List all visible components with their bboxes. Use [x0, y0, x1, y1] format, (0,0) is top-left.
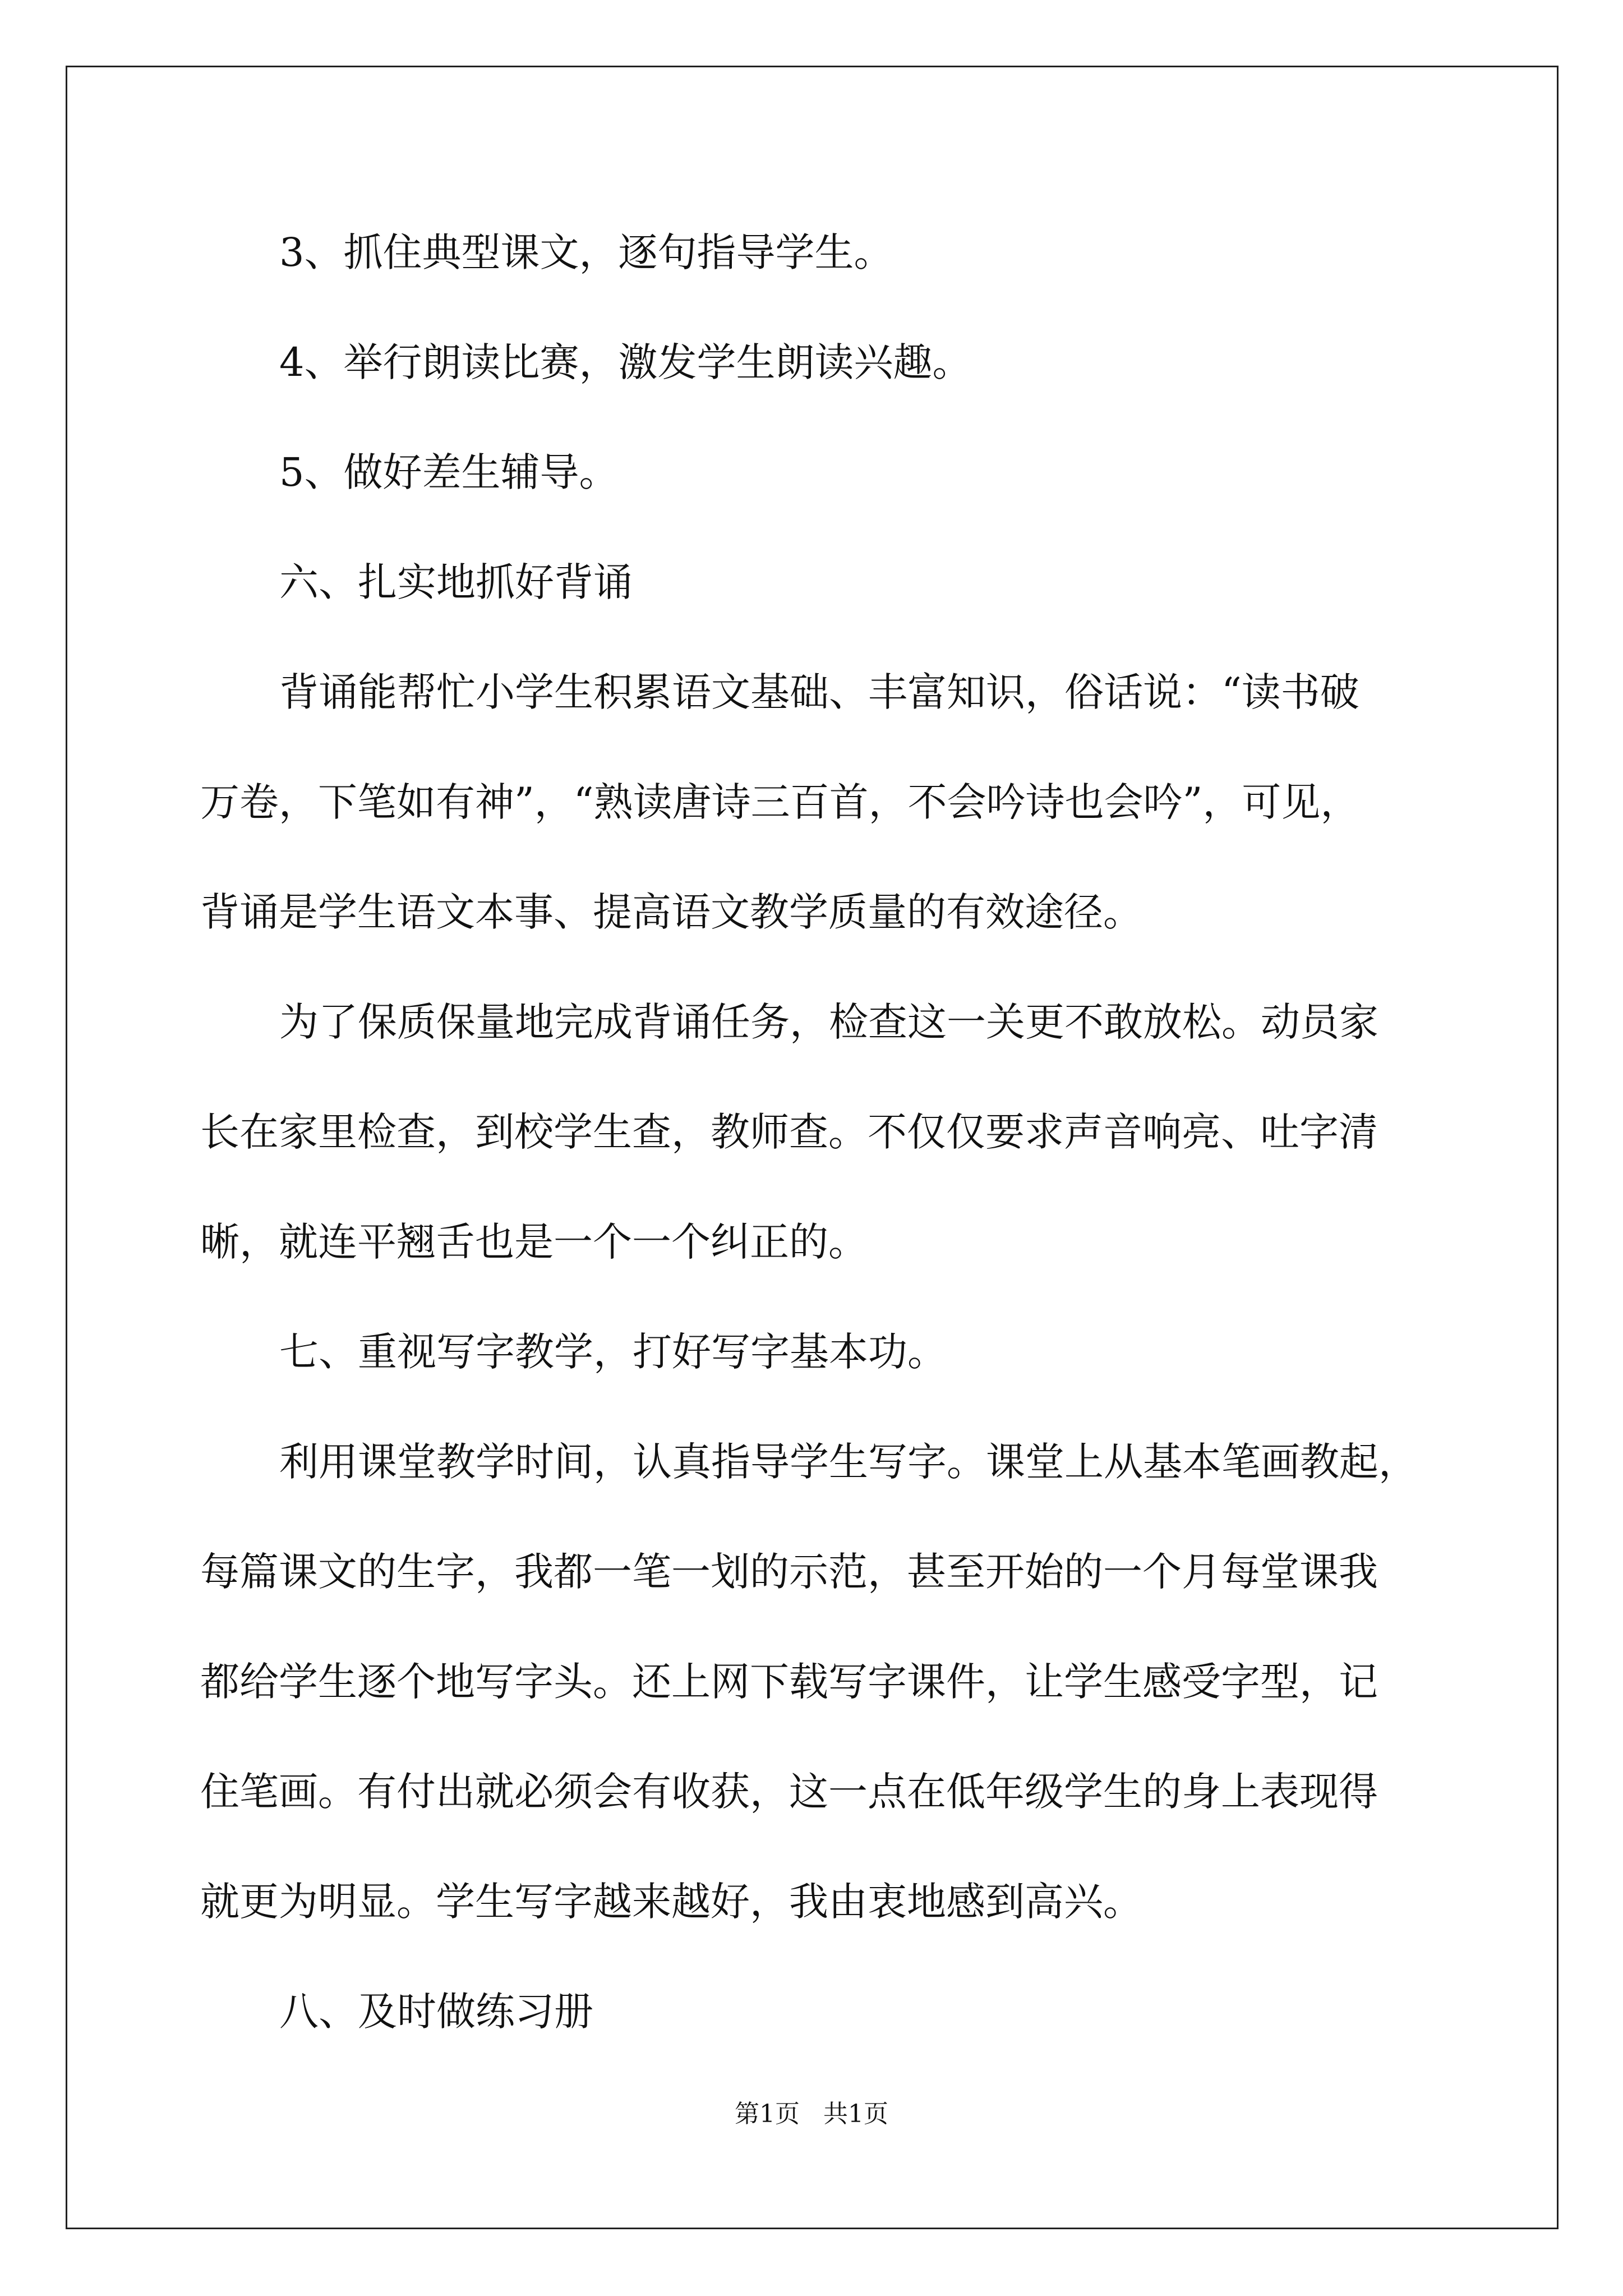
paragraph-line: 住笔画。有付出就必须会有收获，这一点在低年级学生的身上表现得 — [200, 1769, 1378, 1815]
paragraph-line: 万卷，下笔如有神”，“熟读唐诗三百首，不会吟诗也会吟”，可见， — [200, 779, 1360, 825]
paragraph-line: 长在家里检查，到校学生查，教师查。不仅仅要求声音响亮、吐字清 — [200, 1109, 1378, 1155]
paragraph-line: 就更为明显。学生写字越来越好，我由衷地感到高兴。 — [200, 1879, 1142, 1925]
paragraph-line: 都给学生逐个地写字头。还上网下载写字课件，让学生感受字型，记 — [200, 1659, 1378, 1705]
section-heading-8: 八、及时做练习册 — [279, 1989, 593, 2035]
list-item-5: 5、做好差生辅导。 — [279, 449, 619, 495]
page-number: 第1页 共1页 — [735, 2100, 888, 2128]
section-heading-6: 六、扎实地抓好背诵 — [279, 559, 633, 605]
section-heading-7: 七、重视写字教学，打好写字基本功。 — [279, 1329, 947, 1375]
list-item-4: 4、举行朗读比赛，激发学生朗读兴趣。 — [279, 339, 972, 385]
paragraph-line: 背诵能帮忙小学生积累语文基础、丰富知识，俗话说：“读书破 — [279, 669, 1359, 715]
paragraph-line: 为了保质保量地完成背诵任务，检查这一关更不敢放松。动员家 — [279, 999, 1378, 1045]
paragraph-line: 晰，就连平翘舌也是一个一个纠正的。 — [200, 1219, 868, 1265]
list-item-3: 3、抓住典型课文，逐句指导学生。 — [279, 229, 893, 275]
paragraph-line: 每篇课文的生字，我都一笔一划的示范，甚至开始的一个月每堂课我 — [200, 1549, 1378, 1595]
paragraph-line: 利用课堂教学时间，认真指导学生写字。课堂上从基本笔画教起， — [279, 1439, 1418, 1485]
paragraph-line: 背诵是学生语文本事、提高语文教学质量的有效途径。 — [200, 889, 1142, 935]
